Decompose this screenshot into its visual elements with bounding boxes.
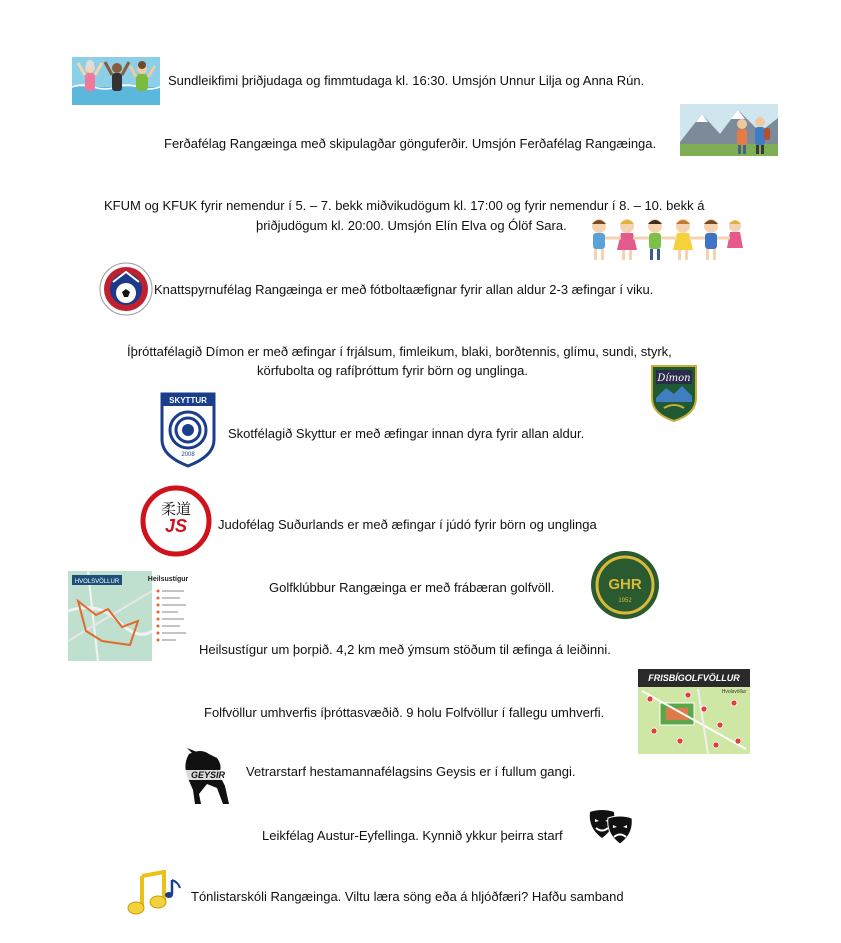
activity-text-frisbi: Folfvöllur umhverfis íþróttasvæðið. 9 holu Folfvöllur í fallegu umhverfi.	[204, 705, 605, 720]
swimmers-illustration	[72, 57, 160, 105]
dimon-logo-text: Dímon	[657, 373, 691, 384]
music-notes-icon	[124, 870, 182, 918]
theater-masks-icon	[588, 808, 634, 846]
judo-logo-text: JS	[164, 516, 188, 536]
activity-text-heilsa: Heilsustígur um þorpið. 4,2 km með ýmsum stöðum til æfinga á leiðinni.	[199, 642, 611, 657]
ghr-logo-year: 1952	[618, 598, 632, 604]
heilsustigur-map-title: Heilsustígur	[147, 576, 189, 583]
activity-text-leik: Leikfélag Austur-Eyfellinga. Kynnið ykkur þeirra starf	[262, 828, 563, 843]
geysir-horse-logo	[179, 746, 239, 808]
heilsustigur-map	[68, 571, 190, 661]
frisbigolf-map-title: FRISBÍGOLFVÖLLUR	[648, 673, 740, 683]
activity-text-sund: Sundleikfimi þriðjudaga og fimmtudaga kl. 16:30. Umsjón Unnur Lilja og Anna Rún.	[168, 73, 645, 88]
frisbigolf-map-subtitle: Hvolsvöllur	[721, 689, 747, 695]
kfr-football-logo	[99, 262, 153, 316]
ghr-logo-text: GHR	[608, 576, 642, 593]
skyttur-logo-text: SKYTTUR	[169, 396, 207, 405]
activity-text-judo: Judofélag Suðurlands er með æfingar í júdó fyrir börn og unglinga	[218, 517, 597, 532]
activity-text-kfum-line2: þriðjudögum kl. 20:00. Umsjón Elín Elva og Ólöf Sara.	[256, 218, 567, 233]
skyttur-target-shield-logo	[160, 392, 216, 468]
activity-text-tonlist: Tónlistarskóli Rangæinga. Viltu læra söng eða á hljóðfæri? Hafðu samband	[191, 889, 624, 904]
judo-logo-kanji: 柔道	[160, 500, 192, 518]
frisbigolf-map	[638, 669, 750, 754]
activity-text-geysir: Vetrarstarf hestamannafélagsins Geysis er í fullum gangi.	[246, 764, 576, 779]
activity-text-golf: Golfklúbbur Rangæinga er með frábæran golfvöll.	[269, 580, 555, 595]
dimon-shield-logo	[650, 364, 698, 422]
judo-circle-logo	[139, 484, 213, 558]
hikers-mountain-illustration	[680, 104, 778, 156]
activity-text-skot: Skotfélagið Skyttur er með æfingar innan dyra fyrir allan aldur.	[228, 426, 585, 441]
geysir-logo-text: GEYSIR	[190, 770, 226, 780]
activity-text-knatt: Knattspyrnufélag Rangæinga er með fótboltaæfignar fyrir allan aldur 2-3 æfingar í viku.	[154, 282, 654, 297]
activity-text-ferda: Ferðafélag Rangæinga með skipulagðar gönguferðir. Umsjón Ferðafélag Rangæinga.	[164, 136, 657, 151]
activity-text-kfum-line1: KFUM og KFUK fyrir nemendur í 5. – 7. bekk miðvikudögum kl. 17:00 og fyrir nemendur í 8. – 10. bekk á	[104, 198, 705, 213]
children-holding-hands-illustration	[587, 214, 743, 264]
skyttur-logo-year: 2008	[181, 452, 195, 458]
ghr-golf-logo	[590, 550, 660, 620]
heilsustigur-map-label: HVOLSVÖLLUR	[74, 579, 120, 585]
activity-text-dimon-line2: körfubolta og rafíþróttum fyrir börn og unglinga.	[257, 363, 528, 378]
activity-text-dimon-line1: Íþróttafélagið Dímon er með æfingar í frjálsum, fimleikum, blaki, borðtennis, glímu, sundi, styrk,	[127, 344, 672, 359]
